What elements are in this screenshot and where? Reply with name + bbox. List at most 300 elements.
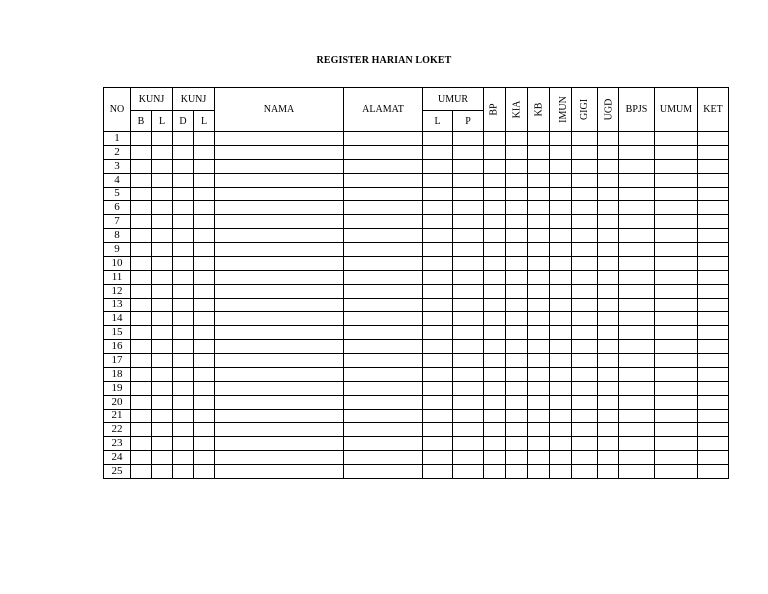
col-header-ugd	[598, 88, 619, 132]
table-cell	[550, 395, 572, 409]
table-cell	[528, 367, 550, 381]
table-cell	[484, 437, 506, 451]
table-cell	[344, 451, 423, 465]
table-cell	[194, 187, 215, 201]
table-cell	[528, 340, 550, 354]
table-cell	[655, 187, 698, 201]
table-cell	[550, 215, 572, 229]
table-cell	[173, 312, 194, 326]
table-cell	[423, 201, 453, 215]
table-cell	[698, 312, 729, 326]
table-cell	[131, 284, 152, 298]
table-cell	[344, 312, 423, 326]
table-cell	[698, 354, 729, 368]
table-cell	[131, 354, 152, 368]
table-cell	[619, 201, 655, 215]
table-cell	[131, 465, 152, 479]
table-cell	[194, 367, 215, 381]
table-cell	[453, 187, 484, 201]
table-cell	[698, 465, 729, 479]
table-cell	[344, 201, 423, 215]
table-row	[104, 437, 729, 451]
table-cell	[528, 243, 550, 257]
table-cell	[194, 340, 215, 354]
table-cell	[572, 451, 598, 465]
table-cell	[698, 326, 729, 340]
table-cell	[152, 145, 173, 159]
table-cell	[528, 187, 550, 201]
table-cell	[550, 409, 572, 423]
table-cell	[173, 215, 194, 229]
table-cell	[484, 326, 506, 340]
table-cell	[131, 451, 152, 465]
table-cell	[173, 270, 194, 284]
table-cell	[528, 465, 550, 479]
table-cell	[619, 340, 655, 354]
table-cell	[215, 354, 344, 368]
table-cell	[194, 451, 215, 465]
table-cell	[484, 256, 506, 270]
table-cell	[152, 312, 173, 326]
row-number: 24	[104, 451, 131, 465]
table-cell	[131, 437, 152, 451]
table-cell	[572, 215, 598, 229]
table-cell	[572, 381, 598, 395]
row-number: 4	[104, 173, 131, 187]
table-row	[104, 284, 729, 298]
table-cell	[453, 437, 484, 451]
row-number: 1	[104, 132, 131, 146]
table-cell	[215, 145, 344, 159]
table-cell	[572, 298, 598, 312]
table-cell	[506, 284, 528, 298]
table-cell	[173, 465, 194, 479]
table-cell	[194, 256, 215, 270]
table-cell	[506, 381, 528, 395]
row-number: 25	[104, 465, 131, 479]
table-cell	[655, 312, 698, 326]
table-cell	[484, 173, 506, 187]
col-header-bpjs: BPJS	[619, 88, 655, 132]
table-cell	[528, 173, 550, 187]
table-cell	[528, 381, 550, 395]
table-cell	[152, 243, 173, 257]
table-row	[104, 340, 729, 354]
table-cell	[572, 270, 598, 284]
table-cell	[598, 395, 619, 409]
table-cell	[698, 284, 729, 298]
table-cell	[344, 173, 423, 187]
table-cell	[506, 395, 528, 409]
table-row	[104, 381, 729, 395]
table-cell	[550, 187, 572, 201]
col-header-kunj2-l: L	[194, 111, 215, 132]
table-cell	[423, 159, 453, 173]
table-cell	[506, 367, 528, 381]
col-header-kia	[506, 88, 528, 132]
table-cell	[173, 423, 194, 437]
table-cell	[215, 187, 344, 201]
table-cell	[344, 187, 423, 201]
table-cell	[194, 201, 215, 215]
table-cell	[572, 243, 598, 257]
table-row	[104, 173, 729, 187]
table-cell	[698, 201, 729, 215]
table-cell	[655, 229, 698, 243]
table-cell	[423, 187, 453, 201]
table-cell	[215, 395, 344, 409]
table-cell	[215, 284, 344, 298]
row-number: 22	[104, 423, 131, 437]
table-cell	[152, 132, 173, 146]
table-row	[104, 465, 729, 479]
table-cell	[598, 409, 619, 423]
table-cell	[215, 451, 344, 465]
table-cell	[344, 437, 423, 451]
register-table	[103, 87, 729, 479]
table-cell	[152, 465, 173, 479]
table-cell	[528, 256, 550, 270]
table-cell	[655, 395, 698, 409]
table-cell	[655, 173, 698, 187]
table-cell	[655, 215, 698, 229]
table-cell	[453, 298, 484, 312]
table-cell	[453, 256, 484, 270]
col-header-gigi-label: GIGI	[579, 98, 591, 121]
table-cell	[528, 284, 550, 298]
table-cell	[344, 145, 423, 159]
table-cell	[215, 159, 344, 173]
table-cell	[423, 298, 453, 312]
table-cell	[698, 145, 729, 159]
row-number: 23	[104, 437, 131, 451]
table-cell	[344, 243, 423, 257]
col-header-kunj1-b: B	[131, 111, 152, 132]
table-cell	[131, 215, 152, 229]
table-cell	[528, 437, 550, 451]
register-body	[104, 132, 729, 479]
table-cell	[506, 256, 528, 270]
table-cell	[550, 354, 572, 368]
table-cell	[423, 173, 453, 187]
table-cell	[528, 159, 550, 173]
table-cell	[423, 367, 453, 381]
table-cell	[131, 243, 152, 257]
table-cell	[194, 243, 215, 257]
table-cell	[131, 298, 152, 312]
table-cell	[572, 326, 598, 340]
table-cell	[506, 326, 528, 340]
table-cell	[194, 229, 215, 243]
table-cell	[619, 270, 655, 284]
table-cell	[528, 423, 550, 437]
table-cell	[344, 367, 423, 381]
table-cell	[194, 395, 215, 409]
table-cell	[131, 159, 152, 173]
table-cell	[698, 159, 729, 173]
table-cell	[194, 437, 215, 451]
table-cell	[423, 381, 453, 395]
row-number: 20	[104, 395, 131, 409]
table-cell	[655, 465, 698, 479]
table-cell	[453, 243, 484, 257]
table-cell	[173, 367, 194, 381]
table-row	[104, 187, 729, 201]
col-header-alamat: ALAMAT	[344, 88, 423, 132]
row-number: 10	[104, 256, 131, 270]
table-row	[104, 298, 729, 312]
table-cell	[194, 270, 215, 284]
table-cell	[484, 159, 506, 173]
table-cell	[484, 340, 506, 354]
table-cell	[215, 173, 344, 187]
table-row	[104, 201, 729, 215]
table-cell	[572, 395, 598, 409]
table-cell	[698, 132, 729, 146]
table-cell	[152, 229, 173, 243]
table-row	[104, 215, 729, 229]
table-cell	[598, 367, 619, 381]
col-header-gigi	[572, 88, 598, 132]
col-header-ket: KET	[698, 88, 729, 132]
table-row	[104, 256, 729, 270]
table-cell	[215, 132, 344, 146]
col-header-kb-label: KB	[533, 102, 545, 117]
table-cell	[423, 340, 453, 354]
row-number: 17	[104, 354, 131, 368]
table-cell	[655, 132, 698, 146]
table-cell	[619, 326, 655, 340]
table-cell	[484, 229, 506, 243]
table-cell	[344, 229, 423, 243]
col-header-bp-label: BP	[489, 103, 501, 116]
table-cell	[215, 298, 344, 312]
table-cell	[550, 270, 572, 284]
table-cell	[423, 354, 453, 368]
table-cell	[506, 187, 528, 201]
table-cell	[572, 159, 598, 173]
table-cell	[173, 381, 194, 395]
table-cell	[131, 395, 152, 409]
table-cell	[506, 451, 528, 465]
table-cell	[152, 298, 173, 312]
table-cell	[506, 173, 528, 187]
table-cell	[619, 437, 655, 451]
table-cell	[215, 201, 344, 215]
table-cell	[619, 215, 655, 229]
table-cell	[131, 173, 152, 187]
table-cell	[173, 354, 194, 368]
table-cell	[152, 340, 173, 354]
table-cell	[550, 465, 572, 479]
table-cell	[484, 298, 506, 312]
table-cell	[453, 465, 484, 479]
table-row	[104, 326, 729, 340]
table-cell	[550, 326, 572, 340]
table-cell	[619, 256, 655, 270]
col-header-no: NO	[104, 88, 131, 132]
table-cell	[598, 215, 619, 229]
table-cell	[698, 451, 729, 465]
table-cell	[655, 256, 698, 270]
table-cell	[423, 409, 453, 423]
table-cell	[484, 243, 506, 257]
table-cell	[453, 201, 484, 215]
table-cell	[550, 284, 572, 298]
table-cell	[528, 326, 550, 340]
table-cell	[598, 312, 619, 326]
table-cell	[598, 132, 619, 146]
table-row	[104, 367, 729, 381]
table-cell	[194, 215, 215, 229]
table-cell	[506, 354, 528, 368]
table-cell	[173, 145, 194, 159]
table-cell	[598, 243, 619, 257]
table-cell	[550, 451, 572, 465]
table-cell	[173, 229, 194, 243]
table-cell	[453, 367, 484, 381]
table-cell	[194, 354, 215, 368]
table-cell	[152, 173, 173, 187]
table-cell	[550, 243, 572, 257]
table-cell	[506, 465, 528, 479]
table-cell	[423, 132, 453, 146]
table-cell	[215, 381, 344, 395]
table-cell	[344, 423, 423, 437]
page-title: REGISTER HARIAN LOKET	[316, 55, 452, 66]
table-cell	[423, 215, 453, 229]
table-cell	[173, 256, 194, 270]
table-cell	[194, 326, 215, 340]
table-cell	[215, 423, 344, 437]
table-cell	[506, 243, 528, 257]
table-cell	[572, 340, 598, 354]
table-cell	[423, 243, 453, 257]
table-cell	[619, 229, 655, 243]
row-number: 8	[104, 229, 131, 243]
table-cell	[572, 284, 598, 298]
table-cell	[550, 312, 572, 326]
table-cell	[131, 423, 152, 437]
table-cell	[215, 243, 344, 257]
table-cell	[506, 409, 528, 423]
table-cell	[215, 437, 344, 451]
table-cell	[423, 145, 453, 159]
table-cell	[173, 298, 194, 312]
table-cell	[698, 187, 729, 201]
table-cell	[619, 284, 655, 298]
table-cell	[550, 381, 572, 395]
table-cell	[173, 284, 194, 298]
table-cell	[344, 159, 423, 173]
table-cell	[423, 284, 453, 298]
table-cell	[655, 284, 698, 298]
table-cell	[619, 312, 655, 326]
table-cell	[194, 132, 215, 146]
col-header-kb	[528, 88, 550, 132]
table-cell	[152, 256, 173, 270]
table-cell	[506, 145, 528, 159]
table-cell	[528, 451, 550, 465]
table-cell	[550, 229, 572, 243]
table-cell	[215, 326, 344, 340]
col-header-kunj-2: KUNJ	[173, 88, 215, 111]
table-cell	[453, 451, 484, 465]
table-row	[104, 229, 729, 243]
table-cell	[423, 229, 453, 243]
table-row	[104, 145, 729, 159]
table-cell	[131, 381, 152, 395]
table-cell	[598, 145, 619, 159]
table-cell	[453, 145, 484, 159]
table-cell	[698, 298, 729, 312]
table-cell	[528, 229, 550, 243]
table-cell	[194, 284, 215, 298]
col-header-umur-l: L	[423, 111, 453, 132]
table-cell	[506, 201, 528, 215]
table-cell	[453, 215, 484, 229]
table-cell	[572, 132, 598, 146]
table-row	[104, 423, 729, 437]
table-cell	[484, 284, 506, 298]
table-cell	[698, 395, 729, 409]
table-cell	[152, 270, 173, 284]
table-cell	[194, 298, 215, 312]
table-cell	[550, 256, 572, 270]
table-cell	[152, 284, 173, 298]
col-header-umur: UMUR	[423, 88, 484, 111]
table-cell	[598, 201, 619, 215]
table-cell	[572, 423, 598, 437]
table-cell	[598, 326, 619, 340]
table-cell	[215, 229, 344, 243]
table-cell	[152, 201, 173, 215]
table-cell	[152, 409, 173, 423]
col-header-imun	[550, 88, 572, 132]
table-cell	[506, 312, 528, 326]
table-cell	[506, 159, 528, 173]
table-row	[104, 409, 729, 423]
table-cell	[344, 326, 423, 340]
table-row	[104, 243, 729, 257]
table-cell	[572, 201, 598, 215]
col-header-kunj-1: KUNJ	[131, 88, 173, 111]
col-header-kunj1-l: L	[152, 111, 173, 132]
table-cell	[550, 201, 572, 215]
row-number: 6	[104, 201, 131, 215]
row-number: 21	[104, 409, 131, 423]
table-cell	[528, 312, 550, 326]
table-cell	[453, 312, 484, 326]
table-cell	[528, 298, 550, 312]
table-cell	[131, 340, 152, 354]
table-row	[104, 312, 729, 326]
table-cell	[698, 229, 729, 243]
table-cell	[152, 367, 173, 381]
table-cell	[572, 187, 598, 201]
table-cell	[572, 145, 598, 159]
table-cell	[423, 256, 453, 270]
table-cell	[131, 312, 152, 326]
table-cell	[528, 409, 550, 423]
table-cell	[131, 326, 152, 340]
table-cell	[173, 340, 194, 354]
table-cell	[655, 270, 698, 284]
table-cell	[484, 367, 506, 381]
row-number: 12	[104, 284, 131, 298]
table-cell	[344, 298, 423, 312]
table-cell	[484, 187, 506, 201]
